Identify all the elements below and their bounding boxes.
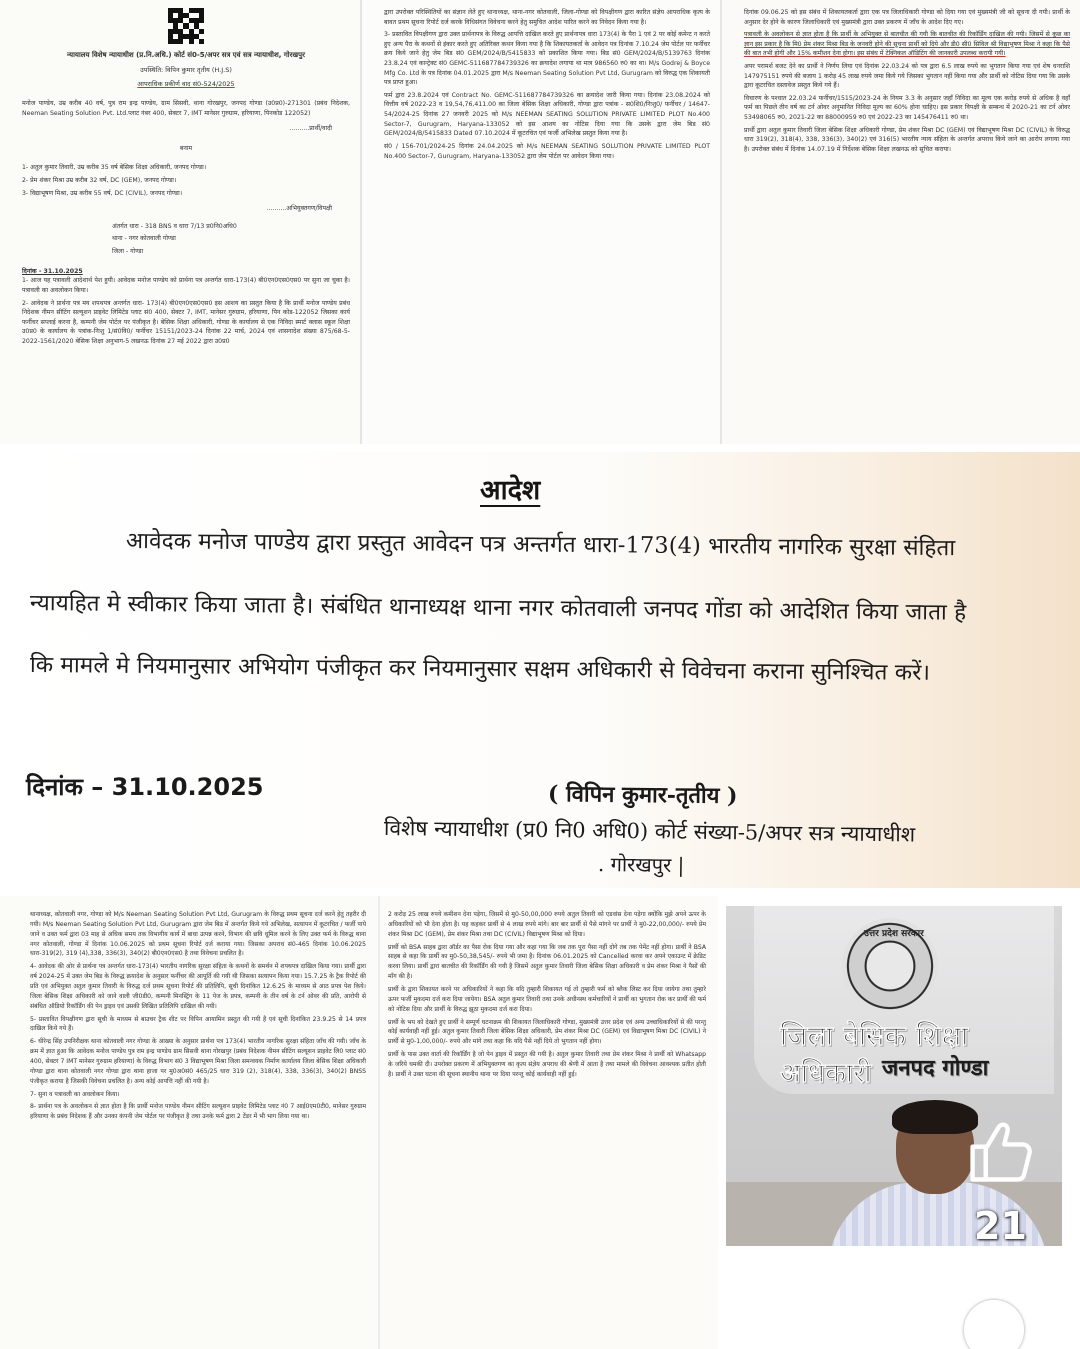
applicant-role: ..........प्रार्थी/वादी — [289, 125, 332, 133]
office-district: जनपद गोण्डा — [882, 1055, 989, 1081]
opposite-party-3: 3- विद्याभूषण मिश्रा, उम्र करीब 55 वर्ष, DC (CIVIL), जनपद गोण्डा। — [22, 189, 183, 197]
bottom-section — [0, 896, 1080, 1349]
order-line-1: आवेदक मनोज पाण्डेय द्वारा प्रस्तुत आवेदन पत्र अन्तर्गत धारा-173(4) भारतीय नागरिक सुरक्षा संहिता — [125, 528, 956, 562]
scanned-page-2 — [360, 0, 720, 444]
page5-para-3: प्रार्थी के द्वारा शिकायत करने पर अधिकारियों ने कहा कि यदि तुम्हारी शिकायत गई तो तुम्हारी फर्म को ब्लैक लिस्ट कर दिया जायेगा तथा तुम्हारे ऊपर फर्जी मुकदमा दर्ज करा दिया जायेगा। BSA अतुल कुमार तिवारी तथा उनके अधीनस्थ कर्मचारियों ने प्रार्थी का भुगतान रोक कर प्रार्थी की फर्म को नोटिस दिया और प्रार्थी के विरुद्ध झूठा मुकदमा दर्ज करा दिया। — [388, 986, 706, 1013]
district-line: जिला - गोण्डा — [112, 248, 144, 256]
opposite-party-role: ..........अभियुक्तगण/विपक्षी — [266, 205, 332, 213]
like-count: 21 — [974, 1204, 1027, 1248]
emblem-text: उत्तर प्रदेश सरकार — [864, 929, 924, 939]
presiding-officer: उपस्थिति: विपिन कुमार तृतीय (H.J.S) — [140, 65, 232, 74]
case-number: आपराधिक प्रकीर्ण वाद सं0-524/2025 — [137, 79, 235, 88]
page4-para-3: 5- प्रस्तावित विपक्षीगण द्वारा सूची के माध्यम से बाउचर ट्रैक शीट पर विपिन आयामिन प्रस्तुत की गयी है एवं सूची दिनांकित 23.9.25 से 14 प्रपत्र दाखिल किये गये हैं। — [30, 1015, 366, 1033]
opposite-party-1: 1- अतुल कुमार तिवारी, उम्र करीब 35 वर्ष बेसिक शिक्षा अधिकारी, जनपद गोण्डा। — [22, 164, 207, 172]
top-scanned-pages — [0, 0, 1080, 444]
page4-para-4: 6- धीरेन्द्र सिंह उपनिरीक्षक थाना कोतवाली नगर गोण्डा के आख्या के अनुसार प्रार्थना पत्र 173(4) भारतीय नागरिक सुरक्षा संहिता जाँच की गयी। जाँच के क्रम में ज्ञात हुआ कि आवेदक मनोज पाण्डेय पुत्र राम इन्द्र पाण्डेय ग्राम सिसवी थाना गोरखपुर (प्रबंध निदेशक नीमन सीटिंग सल्यूशन प्राइवेट लि0 प्लाट सं0 400, सेक्टर 7 IMT मानेसर गुरुग्राम हरियाणा) के विरुद्ध विभाग सं0 3 विद्याभूषण मिश्रा जिला समन्वयक निर्माण कार्यालय जिला बेसिक शिक्षा अधिकारी गोण्डा द्वारा थाना कोतवाली नगर गोण्डा द्वारा थाना हाजा पर मु0अ0सं0 465/25 धारा 319 (2), 318(4), 338, 336(3), 340(2) BNSS पंजीकृत कराया है जिसकी विवेचना प्रचलित है। अन्य कोई आपत्ति नहीं की गयी है। — [30, 1038, 366, 1085]
like-control[interactable] — [966, 1116, 1046, 1248]
page1-para-1: 1- आज यह पत्रावली आदेशार्थ पेश हुयी। आवेदक मनोज पाण्डेय को प्रार्थना पत्र अन्तर्गत धारा-173(4) बी0एन0एस0एस0 पर सुना जा चुका है। पत्रावली का अवलोकन किया। — [22, 277, 350, 294]
page5-para-4: प्रार्थी के भय को देखते हुए प्रार्थी ने सम्पूर्ण घटनाक्रम की शिकायत जिलाधिकारी गोण्डा, मुख्यमंत्री उत्तर प्रदेश एवं अन्य उच्चाधिकारियों से की परन्तु कोई कार्यवाही नहीं हुई। अतुल कुमार तिवारी जिला बेसिक शिक्षा अधिकारी, प्रेम शंकर मिश्रा DC (GEM) एवं विद्याभूषण मिश्रा DC (CIVIL) ने प्रार्थी से मु0-1,00,000/- रुपये और मांगे तथा कहा कि यदि पैसे नहीं दिये तो भुगतान नहीं होगा। — [388, 1018, 706, 1046]
page2-para-2: 3- प्रस्तावित विपक्षीगण द्वारा उक्त प्रार्थनापत्र के विरुद्ध आपत्ति दाखिल करते हुए प्रार्थनापत्र धारा 173(4) के पैरा 1 एवं 2 पर कोई कमेन्ट न करते हुए अन्य पैरा के कथनों से इंकार करते हुए अतिरिक्त कथन किया गया है कि शिकायतकर्ता के आवेदन पत्र दिनांक 7.10.24 जेम पोर्टल पर फर्नीचर क्रय किये जाने हेतु जेम बिड सं0 GEM/2024/B/5415833 को प्रकाशित किया गया। बिड सं0 GEM/2024/B/5139763 दिनांक 23.8.24 एवं कान्ट्रेक्ट सं0 GEMC-511687784739326 का क्रयादेश लगाया था मात्र 986560 रु0 का था। M/s Godrej & Boyce Mfg Co. Ltd के पत्र दिनांक 04.01.2025 द्वारा M/s Neeman Seating Solution Pvt Ltd, Gurugram को विरुद्ध एक शिकायती पत्र प्राप्त हुआ। — [384, 31, 710, 87]
page2-para-1: द्वारा उपरोक्त परिस्थितियों का संज्ञान लेते हुए थानाध्यक्ष, थाना-नगर कोतवाली, जिला-गोण्डा को विपक्षीगण द्वारा कारित संज्ञेय आपराधिक कृत्य के बावत प्रथम सूचना रिपोर्ट दर्ज करके विधिसंगत विवेचना करने हेतु समुचित आदेश पारित करने का निवेदन किया गया है। — [384, 9, 710, 26]
office-name: जिला बेसिक शिक्षा अधिकारी — [780, 1021, 969, 1089]
judge-title: विशेष न्यायाधीश (प्र0 नि0 अधि0) कोर्ट संख्या-5/अपर सत्र न्यायाधीश — [383, 816, 916, 847]
page5-para-1: 2 करोड़ 25 लाख रुपये कमीशन देना पड़ेगा, जिसमें से मु0-50,00,000 रुपये अतुल तिवारी को एडवांस देना पड़ेगा क्योंकि मुझे अपने ऊपर के अधिकारियों को भी देना होता है। यह कहकर प्रार्थी से 4 लाख रुपये मांगे। बार बार प्रार्थी से पैसे मांगने पर प्रार्थी ने मु0-22,00,000/- रुपये प्रेम शंकर मिश्रा DC (GEM), प्रेम शंकर मिश्रा तथा DC (CIVIL) विद्याभूषण मिश्रा को दिया। — [388, 911, 706, 938]
page5-para-5: प्रार्थी के पास उक्त वार्ता की रिकॉर्डिंग है जो पेन ड्राइव में प्रस्तुत की गयी है। अतुल कुमार तिवारी तथा प्रेम शंकर मिश्रा ने प्रार्थी को Whatsapp के जरिये धमकी दी। उपरोक्त प्रकरण में अभियुक्तगण का कृत्य संज्ञेय अपराध की श्रेणी में आता है तथा मामले की विवेचना आवश्यक प्रतीत होती है। प्रार्थी ने उक्त घटना की सूचना स्थानीय थाना पर दिया परन्तु कोई कार्यवाही नहीं हुई। — [388, 1051, 706, 1078]
page2-para-3: फर्म द्वारा 23.8.2024 एवं Contract No. GEMC-511687784739326 का क्रयादेश जारी किया गया। दिनांक 23.08.2024 को वित्तीय वर्ष 2022-23 व 19,54,76,411.00 का जिला बेसिक शिक्षा अधिकारी, गोण्डा द्वारा पत्रांक - स0शि0/निःशु0/ फर्नीचर / 14647-54/2024-25 दिनांक 27 जनवरी 2025 को M/s NEEMAN SEATING SOLUTION PRIVATE LIMITED PLOT No.400 Sector-7, Gurugram, Haryana-133052 को इस आशय का नोटिस दिया गया कि उसके द्वारा जेम बिड सं0 GEM/2024/B/5415833 Dated 07.10.2024 में कूटरचित एवं फर्जी अभिलेख प्रस्तुत किया गया है। — [384, 91, 710, 138]
sections-line: अंतर्गत धारा - 318 BNS व धारा 7/13 प्र0नि0अधि0 — [112, 222, 237, 230]
page3-para-3: अपर परामर्श बजट देने का प्रार्थी ने निर्णय लिया एवं दिनांक 22.03.24 को पत्र द्वारा 6.5 लाख रुपये का भुगतान किया गया एवं शेष धनराशि 147975151 रुपये की बजाय 1 करोड़ 45 लाख रुपये जमा किये गये जिसका भुगतान नहीं किया गया और प्रार्थी को नोटिस दिया गया कि उसके द्वारा कूटरचित दस्तावेज प्रस्तुत किये गये हैं। — [744, 63, 1070, 90]
page4-para-6: 8- प्रार्थना पत्र के अवलोकन से ज्ञात होता है कि प्रार्थी मनोज पाण्डेय नीमन सीटिंग सल्यूशन प्राइवेट लिमिटेड प्लाट नं0 7 आई0एम0टी0, मानेसर गुरुग्राम हरियाणा के प्रबंध निदेशक हैं और उनका कंपनी जेम पोर्टल पर पंजीकृत है तथा उनके फर्म द्वारा 2 टेंडर में भी भाग लिया गया था। — [30, 1103, 366, 1121]
page5-para-2: प्रार्थी को BSA साहब द्वारा ऑर्डर का पैसा रोक दिया गया और कहा गया कि जब तक पूरा पैसा नहीं दोगे तब तक पेमेंट नहीं होगा। प्रार्थी ने BSA साहब से कहा कि प्रार्थी का मु0-50,38,545/- रुपये भी जमा है। दिनांक 06.01.2025 को Cancelled करवा कर अपने एकाउन्ट में क्रेडिट करवा लिया। प्रार्थी द्वारा बातचीत की रिकॉर्डिंग की गयी है जिसमें अतुल कुमार तिवारी जिला बेसिक शिक्षा अधिकारी व प्रेम शंकर मिश्रा ने पैसों की माँग की है। — [388, 943, 706, 981]
page4-para-5: 7- सुना व पत्रावली का अवलोकन किया। — [30, 1090, 120, 1098]
scanned-page-3 — [720, 0, 1080, 444]
opposite-party-2: 2- प्रेम शंकर मिश्रा उम्र करीब 32 वर्ष, DC (GEM), जनपद गोण्डा। — [22, 177, 177, 185]
court-order-section — [0, 452, 1080, 888]
order-date: दिनांक – 31.10.2025 — [26, 773, 264, 801]
court-heading: न्यायालय विशेष न्यायाधीश (प्र.नि.अधि.) कोर्ट सं0-5/अपर सत्र एवं सत्र न्यायाधीश, गोरखपुर — [66, 51, 306, 59]
scanned-page-5 — [378, 896, 718, 1349]
page3-para-4: विचारण के पश्चात 22.03.24 फर्नीचर/1515/2023-24 के नियम 3.3 के अनुसार जहाँ निविदा का मूल्य एक करोड़ रुपये से अधिक है वहाँ फर्म का पिछले तीन वर्ष का टर्न ओवर अनुमानित निविदा मूल्य का 60% होना चाहिए। इस प्रकार विपक्षी के सम्बन्ध में 2020-21 का टर्न ओवर 53498065 रु0, 2021-22 का 88000959 रु0 एवं 2022-23 का 145476411 रु0 था। — [744, 94, 1070, 122]
divider-bottom — [0, 888, 1080, 896]
scanned-page-4 — [0, 896, 378, 1349]
qr-code-icon — [168, 8, 204, 44]
order-title: आदेश — [480, 475, 541, 506]
page1-para-2: 2- आवेदक ने प्रार्थना पत्र मय शपथपत्र अन्तर्गत धारा- 173(4) बी0एन0एस0एस0 इस आशय का प्रस्तुत किया है कि प्रार्थी मनोज पाण्डेय प्रबंध निदेशक नीमन सीटिंग सल्यूशन प्राइवेट लिमिटेड प्लाट सं0 400, सेक्टर 7, IMT, मानेसर गुरुग्राम, हरियाणा, पिन कोड-122052 जिसका कार्य फर्नीचर सप्लाई करना है, कम्पनी जेम पोर्टल पर पंजीकृत है। बेसिक शिक्षा अधिकारी, गोण्डा के कार्यालय से एक निविदा स्मार्ट क्लास स्कूल शिक्षा उ0प्र0 के कार्यालय के पत्रांक-निःशु 1/सं0वि0/ फर्नीचर 15151/2023-24 दिनांक 22 मार्च, 2024 एवं शासनादेश संख्या 875/68-5-2022-1561/2020 बेसिक शिक्षा अनुभाग-5 लखनऊ दिनांक 27 मई 2022 द्वारा उ0प्र0 — [22, 299, 350, 345]
thumbs-up-icon[interactable] — [966, 1116, 1036, 1186]
page3-para-1: दिनांक 09.06.25 को इस संबंध में शिकायतकर्ता द्वारा एक पत्र जिलाधिकारी गोण्डा को दिया गया एवं मुख्यमंत्री जी को सूचना दी गयी। प्रार्थी के अनुसार देर होने के कारण जिलाधिकारी एवं मुख्यमंत्री द्वारा उक्त प्रकरण में जाँच के आदेश दिए गए। — [744, 9, 1070, 26]
order-line-2: न्यायहित मे स्वीकार किया जाता है। संबंधित थानाध्यक्ष थाना नगर कोतवाली जनपद गोंडा को आदेशित किया जाता है — [29, 590, 967, 626]
page4-para-1: थानाध्यक्ष, कोतवाली नगर, गोण्डा को M/s Neeman Seating Solution Pvt Ltd, Gurugram के विरुद्ध प्रथम सूचना दर्ज करने हेतु तहरीर दी गयी। M/s Neeman Seating Solution Pvt Ltd, Gurugram द्वारा जेम बिड में अन्तर्गत किये गये अभिलेख, सत्यापन में कूटरचित / फर्जी पाये जाने व उक्त फर्म द्वारा 03 माह से अधिक समय तक विभागीय कार्य में बाधा उत्पन्न करने, विभाग की छवि धूमिल करने के लिए उक्त फर्म के विरुद्ध थाना नगर कोतवाली, गोण्डा में दिनांक 10.06.2025 को प्रथम सूचना रिपोर्ट दर्ज कराया गया। जिसका अपराध सं0-465 दिनांक 10.06.2025 धारा-319(2), 319 (4),338, 336(3), 340(2) बी0एन0एस0 है तथा विवेचना प्रचलित है। — [30, 911, 366, 958]
versus-label: बनाम — [179, 144, 193, 152]
divider-top — [0, 444, 1080, 452]
judge-name: ( विपिन कुमार-तृतीय ) — [547, 781, 738, 809]
police-station-line: थाना - नगर कोतवाली गोण्डा — [112, 235, 176, 243]
page4-para-2: 4- आवेदक की ओर से प्रार्थना पत्र अन्तर्गत धारा-173(4) भारतीय नागरिक सुरक्षा संहिता के कथनों के समर्थन में शपथपत्र दाखिल किया गया। प्रार्थी द्वारा वर्ष 2024-25 में उक्त जेम बिड के विरुद्ध क्रयादेश के अनुसार फर्नीचर की आपूर्ति की गयी थी जिसका सत्यापन किया गया। 15.7.25 के ट्रैक रिपोर्ट की प्रति एवं अभियुक्त अतुल कुमार तिवारी के विरुद्ध दर्ज प्रथम सूचना रिपोर्ट की प्रतिलिपि, सूची दिनांकित 12.6.25 के माध्यम से आठ प्रपत्र पेश किये। जिला बेसिक शिक्षा अधिकारी को जाने वाली जी0डी0, कम्पनी मिनस्ट्रिंग के 11 पेज के प्रपत्र, कम्पनी के तीन वर्ष के टर्न ओवर की प्रति, आरोपी से संबंधित ऑडियो रिकॉर्डिंग की पेन ड्राइव एवं उसकी लिखित प्रतिलिपि दाखिल की गयी। — [30, 963, 366, 1010]
scanned-page-1 — [0, 0, 360, 444]
office-photo — [726, 906, 1062, 1246]
applicant-details: मनोज पाण्डेय, उम्र करीब 40 वर्ष, पुत्र राम इन्द्र पाण्डेय, ग्राम सिसवी, थाना गोरखपुर, जनपद गोण्डा (उ0प्र0)-271301 (प्रबंध निदेशक, Neeman Seating Solution Pvt. Ltd.प्लाट नंबर 400, सेक्टर 7, IMT मानेसर गुरुग्राम, हरियाणा, पिनकोड 122052) — [22, 99, 350, 117]
page1-date: दिनांक - 31.10.2025 — [22, 267, 83, 275]
page2-para-4: सं0 / 156-701/2024-25 दिनांक 24.04.2025 को M/s NEEMAN SEATING SOLUTION PRIVATE LIMITED PLOT No.400 Sector-7, Gurugram, Haryana-133052 द्वारा जेम पोर्टल पर आवेदन किया गया। — [384, 142, 710, 160]
page3-para-2: पत्रावली के अवलोकन से ज्ञात होता है कि प्रार्थी के अभियुक्त से बातचीत की गयी कि बातचीत की रिकॉर्डिंग दाखिल की गयी। जिसमें से कुछ का ज्ञान इस प्रकार है कि मि0 प्रेम शंकर मिश्रा बिड के जनवरी होने की सूचना प्रार्थी को दिये और डी0 सी0 सिविल श्री विद्याभूषण मिश्रा ने कहा कि पैसे की बात तभी होगी और 15% कमीशन देना होगा। इस संबंध में टेक्निकल ऑडिटिंग की जानकारी उपलब्ध करायी गयी। — [744, 31, 1070, 58]
judge-place: . गोरखपुर | — [597, 852, 685, 878]
page3-para-5: प्रार्थी द्वारा अतुल कुमार तिवारी जिला बेसिक शिक्षा अधिकारी गोण्डा, प्रेम शंकर मिश्रा DC (GEM) एवं विद्याभूषण मिश्रा DC (CIVIL) के विरुद्ध धारा 319(2), 318(4), 338, 336(3), 340(2) एवं 316(5) भारतीय न्याय संहिता के अन्तर्गत अपराध किये जाने का आरोप लगाया गया है। उपरोक्त संबंध में दिनांक 14.07.19 में निर्देशक बेसिक शिक्षा लखनऊ को सूचित कराया। — [744, 126, 1070, 153]
order-line-3: कि मामले मे नियमानुसार अभियोग पंजीकृत कर नियमानुसार सक्षम अधिकारी से विवेचना कराना सुनिश्चित करें। — [29, 652, 931, 686]
